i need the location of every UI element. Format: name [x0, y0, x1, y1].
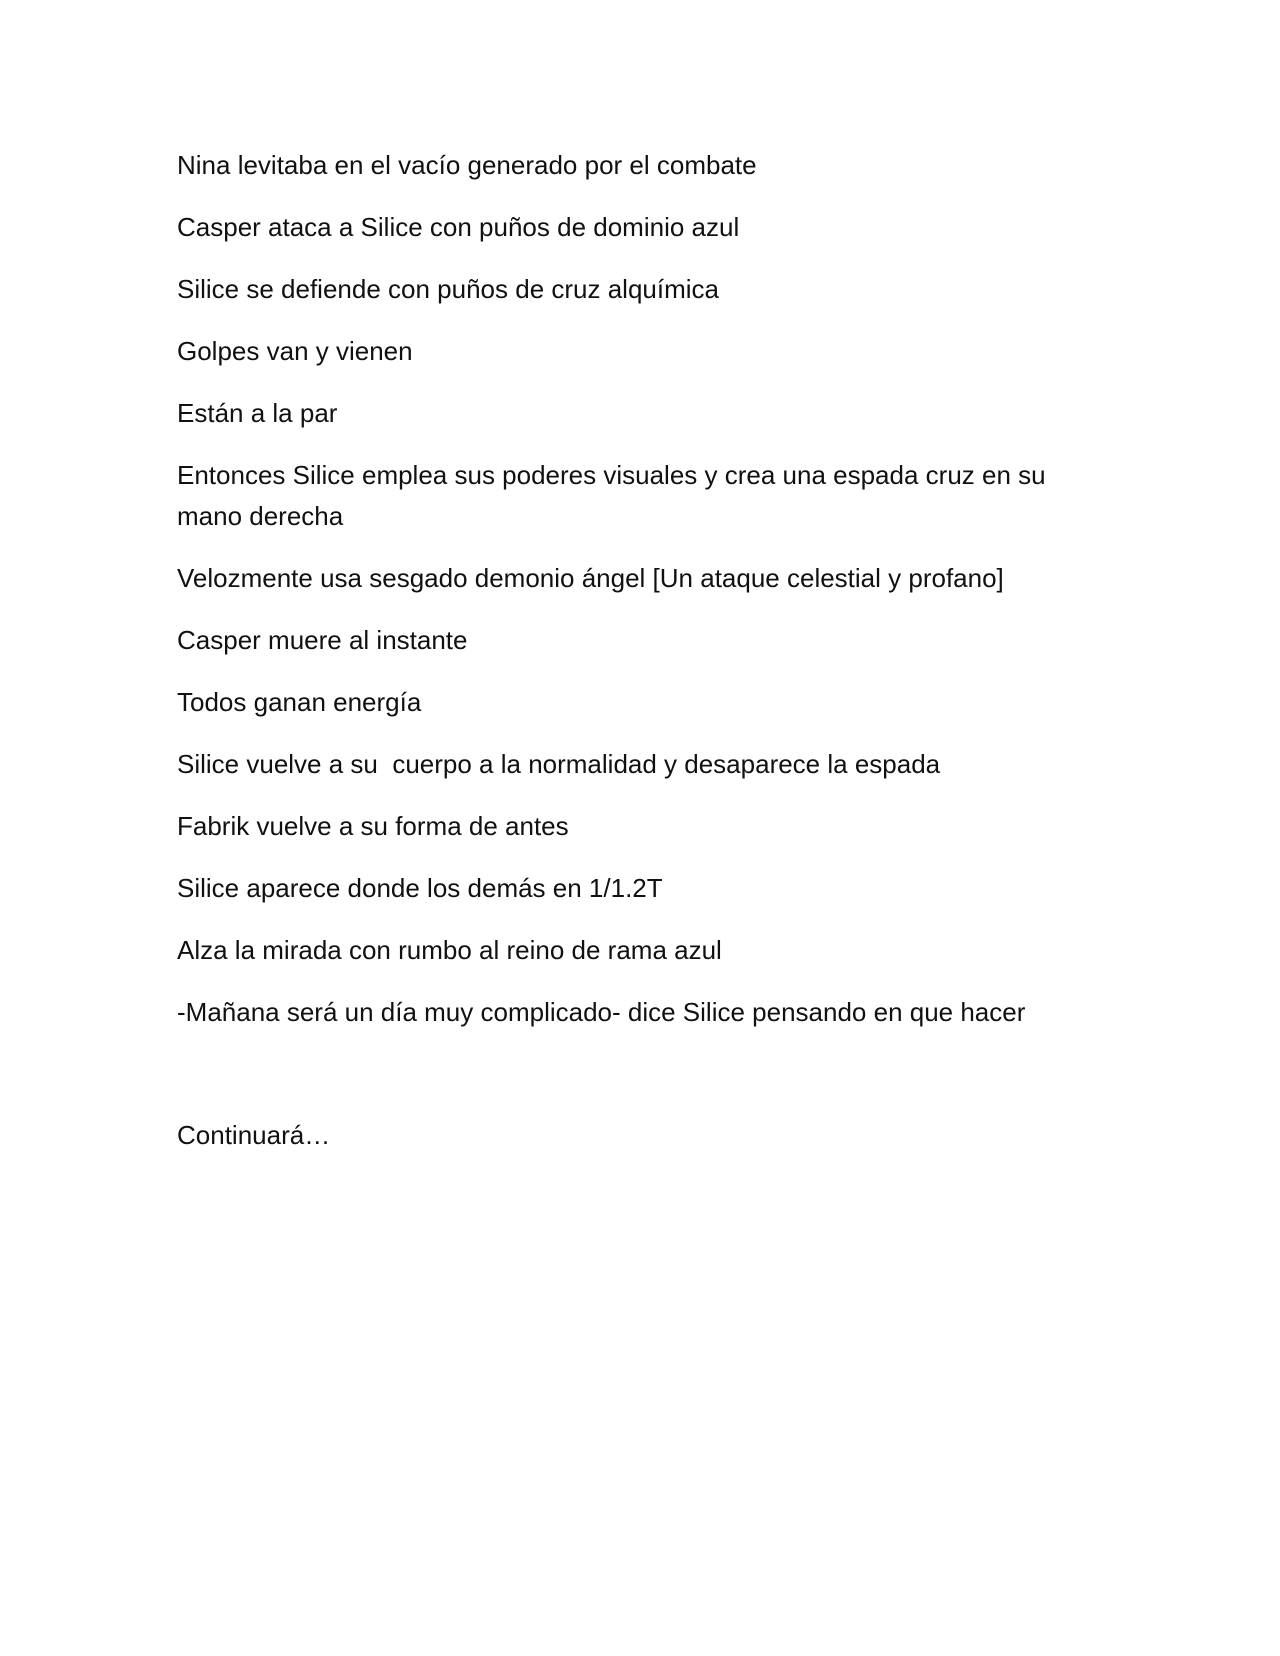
paragraph-13: Alza la mirada con rumbo al reino de rama azul — [177, 935, 722, 965]
closing-line: Continuará… — [177, 1120, 331, 1150]
paragraph-9: Todos ganan energía — [177, 687, 422, 717]
paragraph-2: Casper ataca a Silice con puños de dominio azul — [177, 212, 740, 242]
paragraph-7: Velozmente usa sesgado demonio ángel [Un ataque celestial y profano] — [177, 563, 1004, 593]
paragraph-3: Silice se defiende con puños de cruz alquímica — [177, 274, 719, 304]
paragraph-6: Entonces Silice emplea sus poderes visuales y crea una espada cruz en su mano derecha — [177, 460, 1053, 531]
paragraph-10: Silice vuelve a su cuerpo a la normalidad y desaparece la espada — [177, 749, 941, 779]
paragraph-11: Fabrik vuelve a su forma de antes — [177, 811, 569, 841]
paragraph-14: -Mañana será un día muy complicado- dice Silice pensando en que hacer — [177, 997, 1026, 1027]
blank-line — [177, 1054, 1077, 1115]
paragraph-1: Nina levitaba en el vacío generado por el combate — [177, 150, 757, 180]
paragraph-5: Están a la par — [177, 398, 338, 428]
paragraph-12: Silice aparece donde los demás en 1/1.2T — [177, 873, 663, 903]
document-body — [177, 145, 1077, 1177]
paragraph-8: Casper muere al instante — [177, 625, 468, 655]
paragraph-4: Golpes van y vienen — [177, 336, 413, 366]
